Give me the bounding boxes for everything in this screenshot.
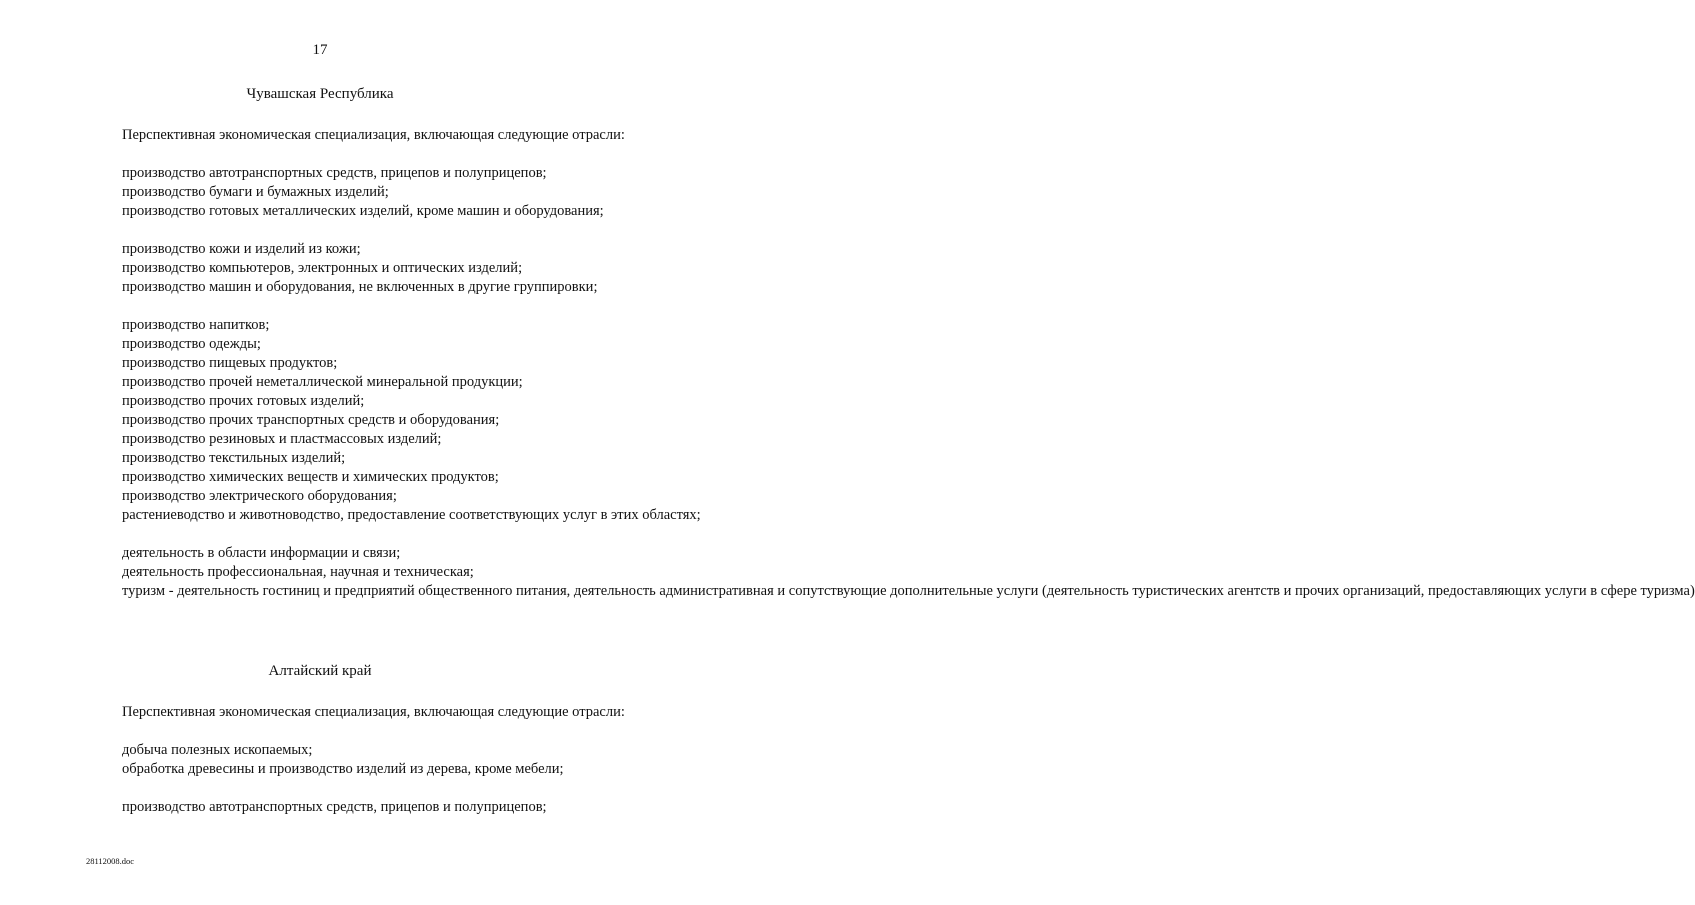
list-item: производство электрического оборудования; <box>122 488 397 504</box>
list-item: производство резиновых и пластмассовых изделий; <box>122 431 442 447</box>
intro-words: Перспективная экономическая специализация, включающая следующие отрасли: <box>122 127 625 143</box>
list-item: растениеводство и животноводство, предоставление соответствующих услуг в этих областях; <box>122 507 701 523</box>
page-number: 17 <box>312 42 328 58</box>
section-title-altai: Алтайский край <box>268 663 372 679</box>
list-item: производство текстильных изделий; <box>122 450 346 466</box>
list-item: производство напитков; <box>122 317 270 333</box>
list-item: деятельность в области информации и связи; <box>122 545 401 561</box>
list-item: производство кожи и изделий из кожи; <box>122 241 361 257</box>
section-title-chuvashia: Чувашская Республика <box>246 86 394 102</box>
list-item: производство одежды; <box>122 336 261 352</box>
list-item: деятельность профессиональная, научная и техническая; <box>122 564 474 580</box>
footer-filename: 28112008.doc <box>86 856 135 866</box>
list-item: производство прочих транспортных средств и оборудования; <box>122 412 500 428</box>
list-item: производство компьютеров, электронных и оптических изделий; <box>122 260 523 276</box>
list-item: производство автотранспортных средств, прицепов и полуприцепов; <box>122 165 547 181</box>
list-item: производство прочей неметаллической минеральной продукции; <box>122 374 523 390</box>
list-item: производство пищевых продуктов; <box>122 355 338 371</box>
list-item: производство готовых металлических изделий, кроме машин и оборудования; <box>122 203 604 219</box>
list-item: туризм - деятельность гостиниц и предприятий общественного питания, деятельность административная и сопутствующие дополнительные услуги (деятельность туристических агентств и прочих организаций, предоставляющих услуги в сфере туризма) <box>122 583 1695 599</box>
list-item: обработка древесины и производство изделий из дерева, кроме мебели; <box>122 761 564 777</box>
list-item: производство прочих готовых изделий; <box>122 393 365 409</box>
list-item: производство химических веществ и химических продуктов; <box>122 469 499 485</box>
list-item: производство машин и оборудования, не включенных в другие группировки; <box>122 279 598 295</box>
list-item: производство бумаги и бумажных изделий; <box>122 184 389 200</box>
list-item: добыча полезных ископаемых; <box>122 742 313 758</box>
paragraph-intro <box>122 126 625 145</box>
paragraph-intro: Перспективная экономическая специализация, включающая следующие отрасли: <box>122 704 625 720</box>
list-item: производство автотранспортных средств, прицепов и полуприцепов; <box>122 799 547 815</box>
